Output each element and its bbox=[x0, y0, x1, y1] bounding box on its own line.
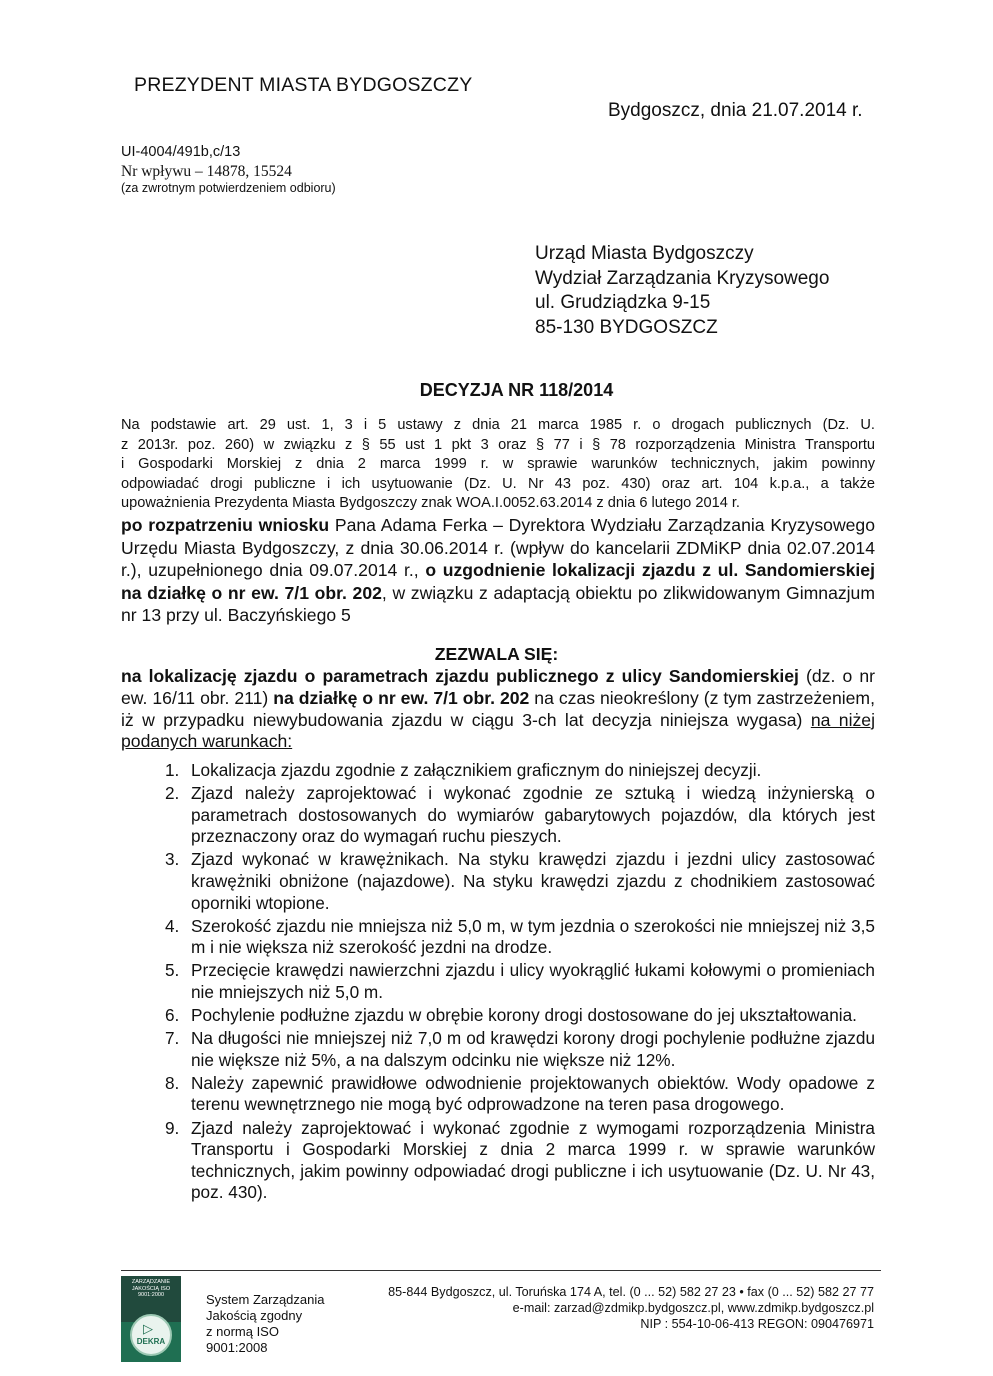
condition-number: 8. bbox=[165, 1072, 180, 1093]
condition-text: Zjazd wykonać w krawężnikach. Na styku krawędzi zjazdu i jezdni ulicy zastosować krawężniki obniżone (najazdowe). Na styku krawędzi zjazdu z chodnikiem zastosować oporniki wtopione. bbox=[191, 849, 875, 913]
condition-item bbox=[121, 760, 875, 782]
permit-heading: ZEZWALA SIĘ: bbox=[434, 644, 559, 664]
condition-text: Należy zapewnić prawidłowe odwodnienie projektowanych obiektów. Wody opadowe z terenu wewnętrznego nie mogą być odprowadzone na teren pasa drogowego. bbox=[191, 1072, 875, 1115]
condition-number: 2. bbox=[165, 783, 180, 804]
condition-number: 9. bbox=[165, 1117, 180, 1138]
condition-text: Szerokość zjazdu nie mniejsza niż 5,0 m, w tym jezdnia o szerokości nie mniejszej niż 3,5 m i nie większa niż szerokość jezdni na drodze. bbox=[191, 915, 875, 958]
footer-ids: NIP : 554-10-06-413 REGON: 090476971 bbox=[640, 1317, 874, 1331]
conditions-intro: na niżej podanych warunkach: bbox=[121, 709, 875, 752]
permit-parcel: na działkę o nr ew. 7/1 obr. 202 bbox=[273, 687, 530, 708]
footer-divider bbox=[121, 1270, 881, 1271]
arrow-icon: ▷ bbox=[143, 1321, 153, 1336]
sender-heading: PREZYDENT MIASTA BYDGOSZCZY bbox=[134, 74, 473, 96]
consideration-text: , w związku z adaptacją obiektu po zlikwidowanym Gimnazjum nr 13 przy ul. Baczyńskiego 5 bbox=[121, 582, 875, 625]
footer-address: 85-844 Bydgoszcz, ul. Toruńska 174 A, tel. (0 ... 52) 582 27 23 • fax (0 ... 52) 582 27 77 bbox=[388, 1285, 874, 1299]
condition-number: 4. bbox=[165, 915, 180, 936]
condition-number: 6. bbox=[165, 1005, 180, 1026]
addressee-block bbox=[535, 242, 829, 340]
legal-basis-line: Na podstawie art. 29 ust. 1, 3 i 5 ustawy z dnia 21 marca 1985 r. o drogach publicznych (Dz. U. bbox=[121, 417, 875, 433]
condition-number: 3. bbox=[165, 849, 180, 870]
condition-item bbox=[121, 849, 875, 914]
condition-item bbox=[121, 1073, 875, 1116]
addressee-line: Urząd Miasta Bydgoszczy bbox=[535, 243, 754, 264]
condition-text: Pochylenie podłużne zjazdu w obrębie korony drogi dostosowane do jej ukształtowania. bbox=[191, 1005, 857, 1026]
permit-paragraph bbox=[121, 666, 875, 753]
condition-item bbox=[121, 916, 875, 959]
consideration-text: Pana Adama Ferka – Dyrektora Wydziału Zarządzania Kryzysowego Urzędu Miasta Bydgoszczy, z dnia 30.06.2014 r. (wpływ do kancelarii ZDMiKP dnia 02.07.2014 r.), uzupełnionego dnia 09.07.2014 r., bbox=[121, 515, 875, 580]
conditions-list bbox=[121, 760, 875, 1205]
footer-contact bbox=[340, 1284, 874, 1332]
condition-number: 7. bbox=[165, 1028, 180, 1049]
condition-item bbox=[121, 1028, 875, 1071]
condition-text: Na długości nie mniejszej niż 7,0 m od krawędzi korony drogi pochylenie podłużne zjazdu nie większe niż 5%, a na dalszym odcinku nie większe niż 12%. bbox=[191, 1028, 875, 1070]
condition-number: 1. bbox=[165, 760, 180, 780]
addressee-line: Wydział Zarządzania Kryzysowego bbox=[535, 267, 830, 289]
dekra-seal-icon bbox=[130, 1314, 172, 1356]
reference-code: UI-4004/491b,c/13 bbox=[121, 144, 241, 160]
delivery-note: (za zwrotnym potwierdzeniem odbioru) bbox=[121, 181, 336, 195]
quality-line: Jakością zgodny bbox=[206, 1308, 303, 1323]
condition-item bbox=[121, 1005, 875, 1027]
permit-subject: na lokalizację zjazdu o parametrach zjazdu publicznego z ulicy Sandomierskiej bbox=[121, 666, 799, 686]
quality-line: System Zarządzania bbox=[206, 1292, 325, 1307]
document-date: Bydgoszcz, dnia 21.07.2014 r. bbox=[608, 100, 863, 121]
logo-caption: ZARZĄDZANIE JAKOŚCIĄ ISO 9001:2000 bbox=[121, 1276, 181, 1322]
legal-basis-line: z 2013r. poz. 260) w związku z § 55 ust 1 pkt 3 oraz § 77 i § 78 rozporządzenia Ministra Transportu bbox=[121, 436, 875, 453]
legal-basis-line: i Gospodarki Morskiej z dnia 2 marca 1999 r. w sprawie warunków technicznych, jakim powinny bbox=[121, 456, 875, 473]
condition-text: Zjazd należy zaprojektować i wykonać zgodnie z wymogami rozporządzenia Ministra Transportu i Gospodarki Morskiej z dnia 2 marca 1999 r. w sprawie warunków technicznych, jakim powinny odpowiadać drogi publiczne i ich usytuowanie (Dz. U. Nr 43, poz. 430). bbox=[191, 1117, 875, 1203]
condition-text: Przecięcie krawędzi nawierzchni zjazdu i ulicy wyokrąglić łukami kołowymi o promieniach nie mniejszych niż 5,0 m. bbox=[191, 960, 875, 1002]
consideration-subject: o uzgodnienie lokalizacji zjazdu z ul. Sandomierskiej na działkę o nr ew. 7/1 obr. 202 bbox=[121, 560, 875, 603]
decision-title: DECYZJA NR 118/2014 bbox=[419, 380, 614, 400]
legal-basis-line: odpowiadać drogi publiczne i ich usytuowanie (Dz. U. Nr 43 poz. 430) oraz art. 104 k.p.a., a także bbox=[121, 475, 875, 492]
condition-text: Lokalizacja zjazdu zgodnie z załącznikiem graficznym do niniejszej decyzji. bbox=[191, 760, 762, 780]
condition-item bbox=[121, 1118, 875, 1204]
condition-number: 5. bbox=[165, 960, 180, 981]
condition-text: Zjazd należy zaprojektować i wykonać zgodnie ze sztuką i wiedzą inżynierską o parametrach dostosowanych do wymiarów gabarytowych pojazdów, dla których jest przeznaczony oraz do wymagań ruchu pieszych. bbox=[191, 783, 875, 847]
addressee-line: ul. Grudziądzka 9-15 bbox=[535, 292, 711, 313]
addressee-line: 85-130 BYDGOSZCZ bbox=[535, 316, 718, 338]
legal-basis bbox=[121, 416, 875, 514]
logo-brand: DEKRA bbox=[136, 1337, 166, 1346]
footer-email: e-mail: zarzad@zdmikp.bydgoszcz.pl, www.zdmikp.bydgoszcz.pl bbox=[512, 1301, 874, 1315]
condition-item bbox=[121, 960, 875, 1003]
inflow-numbers: Nr wpływu – 14878, 15524 bbox=[121, 163, 292, 180]
dekra-certification-logo bbox=[121, 1276, 181, 1362]
permit-text: na czas nieokreślony (z tym zastrzeżeniem, iż w przypadku niewybudowania zjazdu w ciągu 3-ch lat decyzja niniejsza wygasa) bbox=[121, 687, 875, 730]
consideration-paragraph bbox=[121, 514, 875, 627]
consideration-lead: po rozpatrzeniu wniosku bbox=[121, 515, 330, 535]
quality-line: z normą ISO bbox=[206, 1324, 279, 1339]
quality-line: 9001:2008 bbox=[206, 1340, 268, 1355]
permit-text: (dz. o nr ew. 16/11 obr. 211) bbox=[121, 666, 876, 708]
legal-basis-line: upoważnienia Prezydenta Miasta Bydgoszczy znak WOA.I.0052.63.2014 z dnia 6 lutego 2014 r. bbox=[121, 495, 740, 512]
condition-item bbox=[121, 783, 875, 848]
quality-system-note bbox=[206, 1292, 346, 1356]
